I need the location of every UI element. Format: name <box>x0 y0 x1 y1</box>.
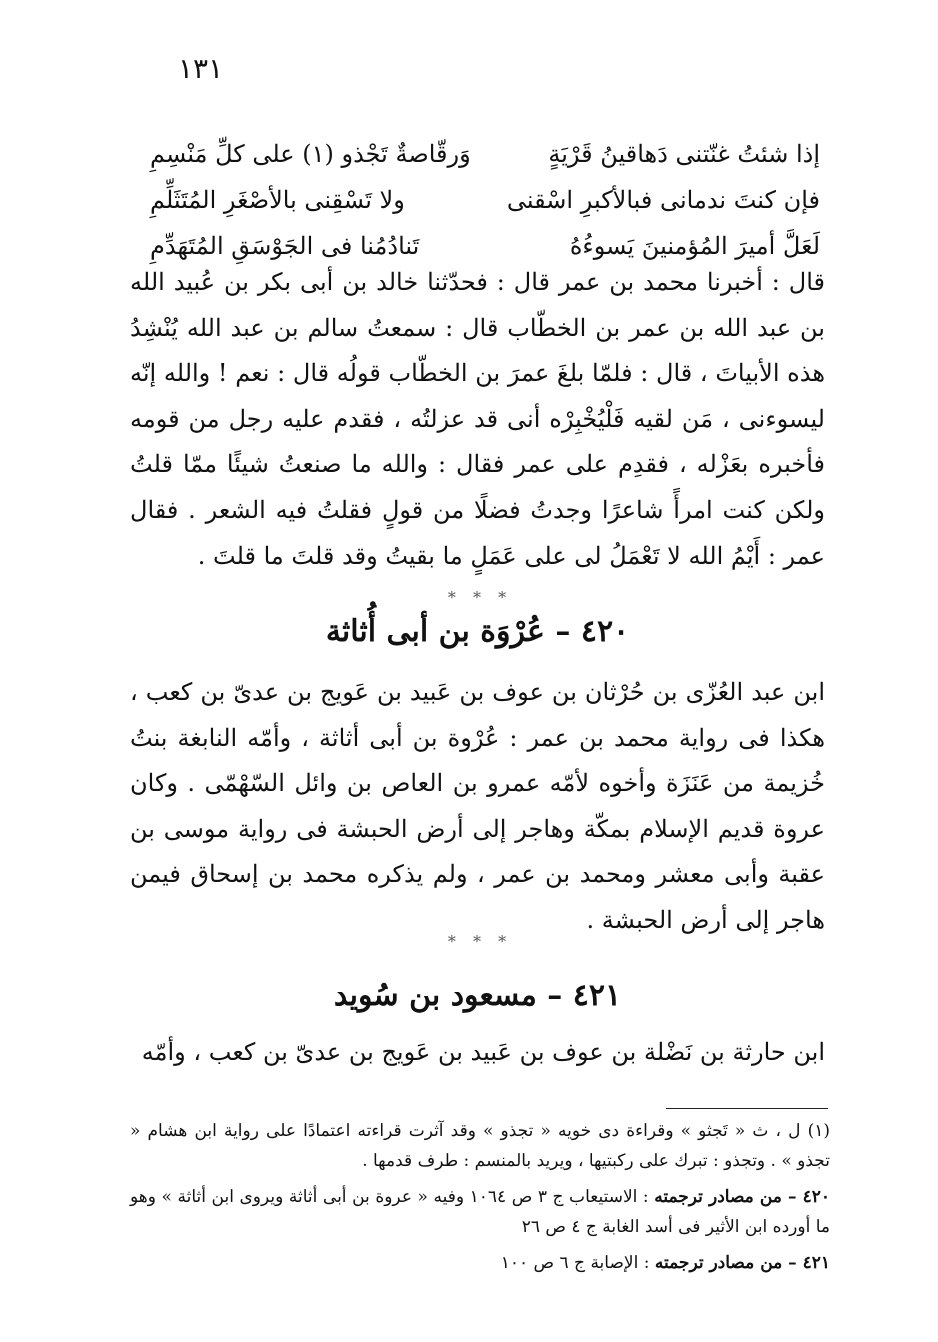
poem-hemistich-second: ولا تَسْقِنى بالأصْغَرِ المُتَثَلِّمِ <box>150 186 405 214</box>
footnotes <box>130 1116 830 1278</box>
entry-420-text: ابن عبد العُزّى بن حُرْثان بن عوف بن عَبيد بن عَويج بن عدىّ بن كعب ، هكذا فى رواية محمد بن عمر : عُرْوة بن أبى أثاثة ، وأمّه النابغة بنتُ خُزيمة من عَنَزَة وأخوه لأمّه عمرو بن العاص بن وائل السّهْمّى . وكان عروة قديم الإسلام بمكّة وهاجر إلى أرض الحبشة فى رواية موسى بن عقبة وأبى معشر ومحمد بن عمر ، ولم يذكره محمد بن إسحاق فيمن هاجر إلى أرض الحبشة . <box>130 678 825 934</box>
poem-verse <box>150 186 820 232</box>
poem-verse <box>150 140 820 186</box>
section-separator: * * * <box>447 588 513 607</box>
footnote-421 <box>130 1248 830 1278</box>
footnote-420 <box>130 1182 830 1242</box>
poem-hemistich-first: لَعَلَّ أميرَ المُؤمنينَ يَسوءُهُ <box>569 232 820 260</box>
poem-hemistich-second: وَرقّاصةٌ تَجْذو (١) على كلِّ مَنْسِمِ <box>150 140 471 168</box>
entry-heading-421: ٤٢١ – مسعود بن سُويد <box>333 978 622 1013</box>
footnote-rule <box>666 1108 828 1109</box>
footnote-421-text: : الإصابة ج ٦ ص ١٠٠ <box>500 1253 655 1273</box>
poem-hemistich-first: فإن كنتَ ندمانى فبالأكبرِ اسْقنى <box>506 186 820 214</box>
poem-hemistich-first: إذا شئتُ غنّتنى دَهاقينُ قَرْيَةٍ <box>548 140 820 168</box>
footnote-420-text: : الاستيعاب ج ٣ ص ١٠٦٤ وفيه « عروة بن أبى أثاثة ويروى ابن أثاثة » وهو ما أورده ابن الأثير فى أسد الغابة ج ٤ ص ٢٦ <box>130 1187 830 1237</box>
narrative-paragraph: قال : أخبرنا محمد بن عمر قال : فحدّثنا خالد بن أبى بكر بن عُبيد الله بن عبد الله بن عمر بن الخطّاب قال : سمعتُ سالم بن عبد الله يُنْشِدُ هذه الأبياتَ ، قال : فلمّا بلغَ عمرَ بن الخطّاب قولُه قال : نعم ! والله إنّه ليسوءنى ، مَن لقيه فَلْيُخْبِرْه أنى قد عزلتُه ، فقدم عليه رجل من قومه فأخبره بعَزْله ، فقدِم على عمر فقال : والله ما صنعتُ شيئًا ممّا قلتُ ولكن كنت امرأً شاعرًا وجدتُ فضلًا من قولٍ فقلتُ فيه الشعر . فقال عمر : أَيْمُ الله لا تَعْمَلُ لى على عَمَلٍ ما بقيتُ وقد قلتَ ما قلتَ . <box>130 268 825 570</box>
footnote-421-label: ٤٢١ – من مصادر ترجمته <box>654 1253 830 1273</box>
page-number: ١٣١ <box>178 52 224 85</box>
entry-heading-420: ٤٢٠ – عُرْوَة بن أبى أُثاثة <box>325 614 630 649</box>
footnote-420-label: ٤٢٠ – من مصادر ترجمته <box>654 1187 830 1207</box>
poem-hemistich-second: تَنادُمُنا فى الجَوْسَقِ المُتَهَدِّمِ <box>150 232 420 260</box>
entry-421-text: ابن حارثة بن نَضْلة بن عوف بن عَبيد بن عَويج بن عدىّ بن كعب ، وأمّه <box>141 1038 825 1066</box>
footnote-1: (١) ل ، ث « تَجثو » وقراءة دى خويه « تجذو » وقد آثرت قراءته اعتمادًا على رواية ابن هشام « تجذو » . وتجذو : تبرك على ركبتيها ، ويريد بالمنسم : طرف قدمها . <box>130 1121 831 1171</box>
section-separator: * * * <box>447 932 513 951</box>
